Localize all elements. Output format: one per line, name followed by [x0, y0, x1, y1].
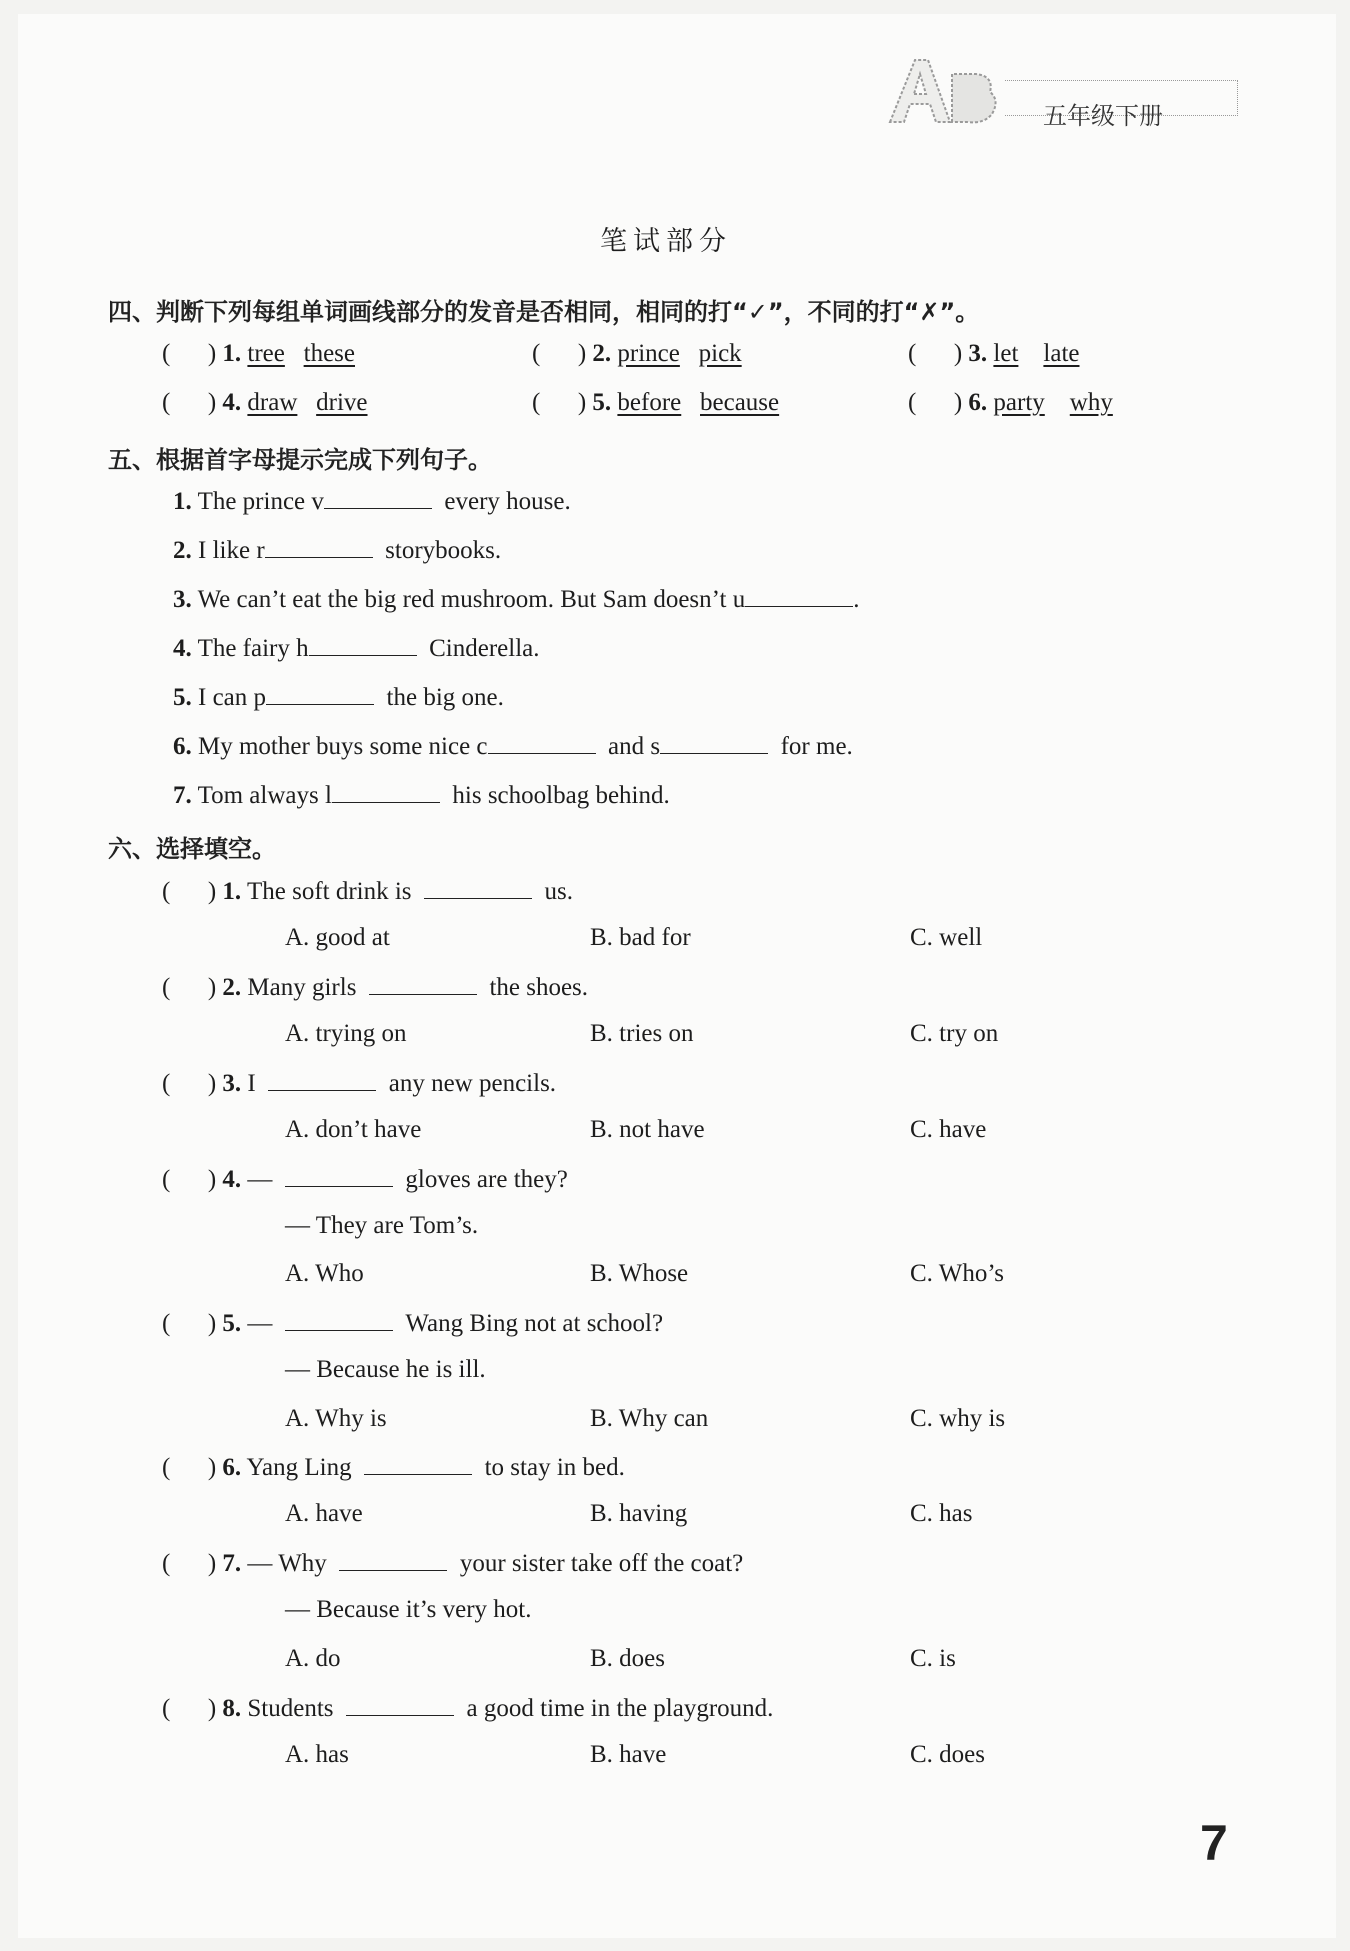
fill-blank[interactable]: [424, 876, 532, 899]
fill-blank[interactable]: [324, 486, 432, 509]
option-a[interactable]: A. good at: [285, 924, 390, 951]
s4-item-3: ( ) 3. let late: [908, 340, 1080, 367]
fill-blank[interactable]: [369, 972, 477, 995]
fill-blank[interactable]: [346, 1693, 454, 1716]
s6-reply-5: — Because he is ill.: [285, 1356, 486, 1383]
ab-logo-icon: [880, 52, 1020, 132]
option-b[interactable]: B. have: [590, 1741, 667, 1768]
s6-question-2: ( ) 2. Many girls the shoes.: [162, 974, 589, 1001]
answer-paren[interactable]: ( ): [162, 1166, 217, 1193]
s6-question-4: ( ) 4. — gloves are they?: [162, 1166, 568, 1193]
fill-blank[interactable]: [332, 780, 440, 803]
section4-title: 四、判断下列每组单词画线部分的发音是否相同，相同的打“✓”，不同的打“✗”。: [108, 298, 980, 326]
option-a[interactable]: A. do: [285, 1645, 341, 1672]
fill-blank[interactable]: [364, 1452, 472, 1475]
option-b[interactable]: B. having: [590, 1500, 688, 1527]
fill-blank[interactable]: [285, 1164, 393, 1187]
s6-reply-4: — They are Tom’s.: [285, 1212, 479, 1239]
s5-item-2: 2. I like r storybooks.: [173, 537, 502, 564]
page-number: 7: [1200, 1815, 1228, 1871]
option-c[interactable]: C. is: [910, 1645, 956, 1672]
option-b[interactable]: B. bad for: [590, 924, 691, 951]
grade-label: 五年级下册: [1043, 102, 1163, 130]
fill-blank[interactable]: [488, 731, 596, 754]
section6-title: 六、选择填空。: [108, 835, 276, 863]
fill-blank[interactable]: [268, 1068, 376, 1091]
option-c[interactable]: C. why is: [910, 1405, 1006, 1432]
fill-blank[interactable]: [339, 1548, 447, 1571]
s4-item-5: ( ) 5. before because: [532, 389, 780, 416]
fill-blank[interactable]: [745, 584, 853, 607]
answer-paren[interactable]: ( ): [162, 1310, 217, 1337]
option-b[interactable]: B. tries on: [590, 1020, 694, 1047]
option-c[interactable]: C. try on: [910, 1020, 999, 1047]
option-a[interactable]: A. Why is: [285, 1405, 387, 1432]
s6-question-7: ( ) 7. — Why your sister take off the coat?: [162, 1550, 744, 1577]
s6-reply-7: — Because it’s very hot.: [285, 1596, 532, 1623]
answer-paren[interactable]: ( ): [162, 974, 217, 1001]
option-a[interactable]: A. Who: [285, 1260, 364, 1287]
s5-item-6: 6. My mother buys some nice c and s for me.: [173, 733, 853, 760]
answer-paren[interactable]: ( ): [162, 1454, 217, 1481]
fill-blank[interactable]: [285, 1308, 393, 1331]
s4-item-1: ( ) 1. tree these: [162, 340, 355, 367]
option-a[interactable]: A. has: [285, 1741, 349, 1768]
section5-title: 五、根据首字母提示完成下列句子。: [108, 446, 492, 474]
answer-paren[interactable]: ( ): [162, 389, 217, 416]
option-b[interactable]: B. Whose: [590, 1260, 689, 1287]
s4-item-6: ( ) 6. party why: [908, 389, 1113, 416]
answer-paren[interactable]: ( ): [162, 1550, 217, 1577]
answer-paren[interactable]: ( ): [162, 878, 217, 905]
s5-item-1: 1. The prince v every house.: [173, 488, 571, 515]
option-a[interactable]: A. have: [285, 1500, 363, 1527]
s5-item-3: 3. We can’t eat the big red mushroom. But Sam doesn’t u .: [173, 586, 860, 613]
s5-item-5: 5. I can p the big one.: [173, 684, 504, 711]
option-a[interactable]: A. trying on: [285, 1020, 407, 1047]
option-c[interactable]: C. has: [910, 1500, 973, 1527]
s4-item-2: ( ) 2. prince pick: [532, 340, 742, 367]
fill-blank[interactable]: [266, 682, 374, 705]
answer-paren[interactable]: ( ): [532, 389, 587, 416]
fill-blank[interactable]: [660, 731, 768, 754]
s6-question-1: ( ) 1. The soft drink is us.: [162, 878, 574, 905]
s5-item-7: 7. Tom always l his schoolbag behind.: [173, 782, 670, 809]
fill-blank[interactable]: [265, 535, 373, 558]
answer-paren[interactable]: ( ): [162, 1070, 217, 1097]
option-b[interactable]: B. not have: [590, 1116, 705, 1143]
answer-paren[interactable]: ( ): [162, 340, 217, 367]
option-c[interactable]: C. well: [910, 924, 983, 951]
answer-paren[interactable]: ( ): [908, 389, 963, 416]
answer-paren[interactable]: ( ): [162, 1695, 217, 1722]
option-c[interactable]: C. Who’s: [910, 1260, 1004, 1287]
s6-question-8: ( ) 8. Students a good time in the playground.: [162, 1695, 774, 1722]
s6-question-3: ( ) 3. I any new pencils.: [162, 1070, 557, 1097]
answer-paren[interactable]: ( ): [532, 340, 587, 367]
s5-item-4: 4. The fairy h Cinderella.: [173, 635, 540, 662]
s4-item-4: ( ) 4. draw drive: [162, 389, 368, 416]
part-title: 笔试部分: [600, 226, 732, 257]
s6-question-5: ( ) 5. — Wang Bing not at school?: [162, 1310, 664, 1337]
option-a[interactable]: A. don’t have: [285, 1116, 422, 1143]
fill-blank[interactable]: [309, 633, 417, 656]
s6-question-6: ( ) 6. Yang Ling to stay in bed.: [162, 1454, 625, 1481]
option-c[interactable]: C. does: [910, 1741, 985, 1768]
option-b[interactable]: B. does: [590, 1645, 665, 1672]
option-c[interactable]: C. have: [910, 1116, 987, 1143]
option-b[interactable]: B. Why can: [590, 1405, 709, 1432]
answer-paren[interactable]: ( ): [908, 340, 963, 367]
